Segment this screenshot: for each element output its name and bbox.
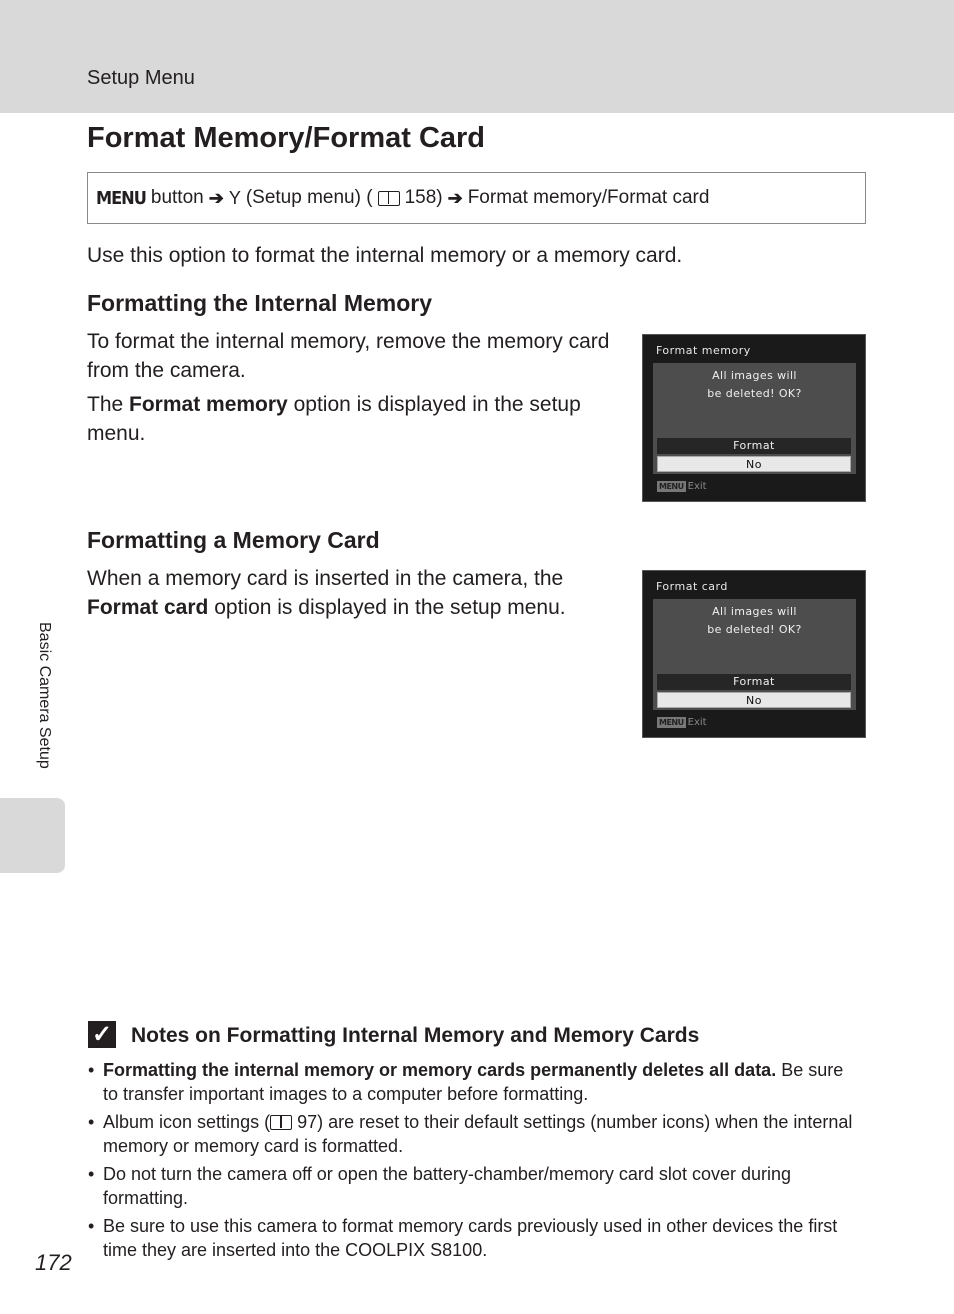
- list-item: [87, 1058, 862, 1106]
- camera-screen-format-memory: [642, 334, 866, 502]
- screen-dialog: [653, 599, 856, 710]
- note-text: 97) are reset to their default settings (number icons) when the internal memory or memory card is formatted.: [103, 1112, 853, 1156]
- screen-message-line2: be deleted! OK?: [707, 623, 802, 636]
- internal-memory-para1: To format the internal memory, remove the memory card from the camera.: [87, 330, 610, 382]
- para-text: option is displayed in the setup menu.: [87, 393, 581, 445]
- note-text: Album icon settings (: [103, 1112, 271, 1132]
- wrench-icon: Y: [228, 187, 241, 208]
- header-band: [0, 0, 954, 113]
- notes-list: [87, 1058, 862, 1266]
- menu-path-setup-text: (Setup menu) (: [245, 187, 373, 208]
- screen-title: Format memory: [656, 344, 751, 357]
- internal-memory-para2: [87, 390, 617, 448]
- note-text: Do not turn the camera off or open the battery-chamber/memory card slot cover during formatting.: [103, 1164, 791, 1208]
- screen-exit-hint: [657, 717, 707, 728]
- para-text: option is displayed in the setup menu.: [208, 596, 566, 619]
- screen-option-format: Format: [657, 438, 851, 454]
- screen-dialog: [653, 363, 856, 474]
- note-text: Be sure to transfer important images to a computer before formatting.: [103, 1060, 844, 1104]
- list-item: [87, 1214, 862, 1262]
- arrow-right-icon: ➔: [447, 187, 463, 208]
- para-text: The: [87, 393, 130, 416]
- format-memory-term: Format memory: [129, 393, 288, 416]
- list-item: [87, 1162, 862, 1210]
- camera-screen-format-card: [642, 570, 866, 738]
- note-text: Be sure to use this camera to format memory cards previously used in other devices the first time they are inserted into the COOLPIX S8100.: [103, 1216, 838, 1260]
- intro-text: Use this option to format the internal memory or a memory card.: [87, 244, 683, 267]
- screen-message: [653, 603, 856, 639]
- note-bold-text: Formatting the internal memory or memory cards permanently deletes all data.: [103, 1060, 777, 1080]
- heading-memory-card: Formatting a Memory Card: [87, 527, 380, 553]
- arrow-right-icon: ➔: [208, 187, 224, 208]
- screen-exit-hint: [657, 481, 707, 492]
- menu-path-page-ref: 158): [404, 187, 443, 208]
- screen-option-no: No: [657, 692, 851, 708]
- menu-path-button-text: button: [150, 187, 204, 208]
- notes-title: Notes on Formatting Internal Memory and Memory Cards: [131, 1024, 700, 1047]
- screen-exit-text: Exit: [687, 717, 707, 728]
- page-title: Format Memory/Format Card: [87, 122, 486, 154]
- side-tab: [0, 798, 65, 873]
- menu-path-box: [87, 172, 866, 224]
- screen-message-line1: All images will: [712, 605, 797, 618]
- menu-button-icon: MENU: [659, 718, 684, 727]
- page-number: 172: [35, 1250, 72, 1275]
- heading-internal-memory: Formatting the Internal Memory: [87, 290, 433, 316]
- para-text: When a memory card is inserted in the camera, the: [87, 567, 564, 590]
- screen-exit-text: Exit: [687, 481, 707, 492]
- screen-option-no: No: [657, 456, 851, 472]
- side-tab-label: Basic Camera Setup: [36, 622, 53, 769]
- menu-button-icon: MENU: [96, 187, 146, 209]
- book-reference-icon: [270, 1115, 292, 1130]
- screen-message-line2: be deleted! OK?: [707, 387, 802, 400]
- memory-card-para: [87, 564, 607, 622]
- check-icon: ✓: [88, 1021, 116, 1048]
- screen-message: [653, 367, 856, 403]
- format-card-term: Format card: [87, 596, 209, 619]
- screen-option-format: Format: [657, 674, 851, 690]
- menu-button-icon: MENU: [659, 482, 684, 491]
- menu-path-target: Format memory/Format card: [467, 187, 710, 208]
- list-item: [87, 1110, 862, 1158]
- screen-title: Format card: [656, 580, 728, 593]
- section-label: Setup Menu: [87, 67, 195, 89]
- book-reference-icon: [378, 191, 400, 206]
- screen-message-line1: All images will: [712, 369, 797, 382]
